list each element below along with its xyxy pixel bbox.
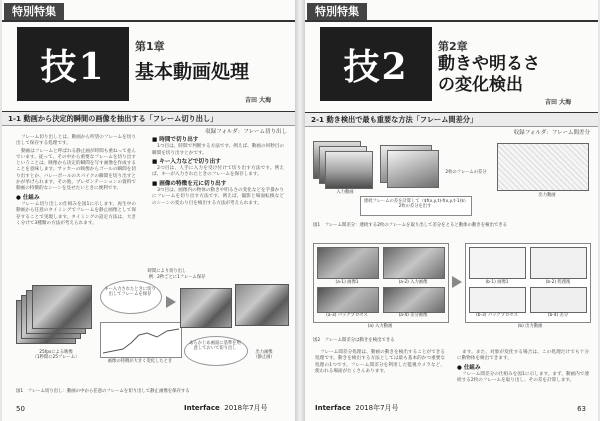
figure-caption: 図1 フレーム切り出し：動画の中から任意のフレームを切り出して静止画像を保存する (16, 389, 190, 394)
subheading: ● 仕組み (16, 194, 40, 201)
paragraph: 1つ目は、時間で判断する方法です。例えば、動画の何秒目の瞬間を切り出すとかです。 (152, 144, 284, 156)
image-b2 (530, 247, 587, 279)
image-a1 (317, 247, 379, 279)
image-label: (a-4) 差分画像 (398, 313, 428, 318)
figure-caption: 図2 フレーム間差分は動きを検出できる (313, 338, 395, 343)
annotation-circle (100, 280, 162, 314)
figure-note: 時間により切り出し (147, 269, 187, 274)
video-label: 25fpsによる映像 （1秒間に25フレーム） (32, 350, 80, 360)
feature-tag: 特別特集 (307, 3, 367, 20)
image-label: (b-1) 画像1 (485, 280, 509, 285)
panel-caption: (a) 入力動画 (367, 324, 393, 329)
frame-t (387, 150, 439, 188)
image-label: (a-3) バックプロセス (326, 313, 368, 318)
subheading: ● 仕組み (457, 364, 481, 371)
left-page (2, 0, 295, 421)
video-frame (32, 285, 92, 329)
diff-label: 2枚のフレームの差分 (445, 170, 487, 175)
graph-label: 画像の特徴が大きく変化したとき (107, 359, 173, 364)
figure-note: 例：2秒ごとに1フレーム保存 (148, 275, 206, 280)
output-label: 出力動画 (538, 193, 556, 198)
page-number: 50 (16, 405, 25, 413)
output-frame (235, 284, 289, 326)
panel-caption: (b) 出力動画 (517, 324, 543, 329)
left-column-2 (152, 135, 284, 208)
image-label: (a-1) 画像1 (335, 280, 359, 285)
annotation-text: あらかじめ画面に基準を用意しておいて切り出し (189, 341, 241, 351)
annotation-text: キー入力されたときに切り出してフレームを保存 (104, 287, 156, 297)
paragraph: 3つ目は、画像内の物体の動きや明るさの変化などを手掛かりにフレームを切り出す方法です。例えば、撮影と場面転換などのシーンの変わり目を検出する方法が考えられます。 (152, 188, 284, 206)
image-b4 (530, 287, 587, 313)
image-label: (a-2) 入力画像 (398, 280, 428, 285)
paragraph: フレーム切り出しとは、動画から所望のフレームを切り出して保存する処理です。 (16, 135, 136, 147)
arrow-icon (452, 276, 462, 288)
paragraph: 動画はフレームと呼ばれる静止画が時間も重ねって並んでいます。従って、その中から重要なフレームを切り出すということは、映像から決定的瞬間を写す画像を作成することを意味します。サッカーの映像からゴールの瞬間を切り出すとか、バレーボールのスパイクの瞬間を切り出すとかが挙げられます。その他、プレゼンテーションの資料で動画の特徴的なシーンを見せたいときに便利です。 (16, 148, 136, 192)
paragraph: フレーム間差分の仕組みを図1に示します。まず、動画内で連続する2枚のフレームを取り出し、その差を計算します。 (457, 371, 589, 384)
section-heading: 1-1 動画から決定的瞬間の画像を抽出する「フレーム切り出し」 (2, 111, 295, 126)
graph-box (100, 322, 182, 358)
chapter-title: 基本動画処理 (135, 61, 250, 83)
folder-label: 収録フォルダ：フレーム切り出し (205, 129, 287, 135)
technique-number-block: 技1 (17, 27, 129, 101)
image-a4 (383, 287, 445, 313)
output-frame (497, 143, 589, 191)
figure-caption: 図1 フレーム間差分：連続する2枚のフレームを取り出して差分をとると動体の動きを検出できる (313, 223, 508, 228)
author-name: 吉田 大海 (245, 97, 272, 104)
image-label: (b-4) 差分 (547, 313, 569, 318)
section-heading: 2-1 動き検出で最も重要な方法「フレーム間差分」 (305, 112, 598, 127)
right-column-1 (315, 350, 445, 376)
chapter-label: 第2章 (438, 40, 468, 53)
arrow-icon (166, 296, 176, 308)
subheading: ■ キー入力などで切り出す (152, 158, 221, 165)
chapter-title: 動きや明るさ の変化検出 (438, 54, 540, 95)
chapter-label: 第1章 (135, 40, 165, 53)
paragraph: フレーム切り出しの仕組みを図1に示します。再生中の動画から任意のタイミングでフレームを静止画像として保存することで実現します。タイミングの設定方法は、大きく分けて3種類の方法が考えられます。 (16, 201, 136, 226)
image-label: (b-3) バックプロセス (476, 313, 518, 318)
right-column-2 (457, 350, 589, 385)
luminance-graph (101, 323, 181, 357)
image-a2 (383, 247, 445, 279)
output-label: 出力画像 （静止画） (253, 350, 275, 360)
magazine-footer: Interface 2018年7月号 (315, 404, 399, 412)
top-rule (305, 20, 598, 22)
image-label: (b-2) 処理後 (545, 280, 571, 285)
author-name: 吉田 大海 (545, 99, 572, 106)
folder-label: 収録フォルダ：フレーム間差分 (513, 130, 590, 136)
paragraph: ます。また、対象が変化する場合は、この処理だけでも十分に動物体を検出できます。 (457, 350, 589, 362)
top-rule (2, 20, 295, 22)
formula-text: 連続フレームの差を計算して（$f(x,y,t)-f(x,y,t-1)$）2枚の差分を出す (363, 199, 467, 209)
paragraph: フレーム間差分処理は、動画の動きを検出することができる処理です。動きを検出する方法としては最も基本的かつ重要な処理の1つです。フレーム間差分を利用した監視カメラなど、使われる場面がたくさんあります。 (315, 350, 445, 374)
magazine-footer: Interface 2018年7月号 (184, 404, 268, 412)
page-gutter (295, 0, 305, 421)
technique-number-block: 技2 (320, 27, 432, 101)
image-b3 (469, 287, 526, 313)
input-frame (325, 151, 373, 189)
subheading: ■ 時間で切り出す (152, 137, 199, 143)
left-column-1 (16, 135, 136, 228)
image-b1 (469, 247, 526, 279)
paragraph: 2つ目は、人手に入力を受け付けて切り出す方法です。例えば、キーが入力されたときのフレームを保存します。 (152, 166, 284, 178)
page-number: 63 (577, 405, 586, 413)
output-frame (180, 288, 232, 328)
input-label: 入力動画 (336, 190, 354, 195)
image-a3 (317, 287, 379, 313)
right-page (305, 0, 598, 421)
subheading: ■ 画像の特徴を元に切り出す (152, 180, 227, 187)
feature-tag: 特別特集 (4, 3, 64, 20)
